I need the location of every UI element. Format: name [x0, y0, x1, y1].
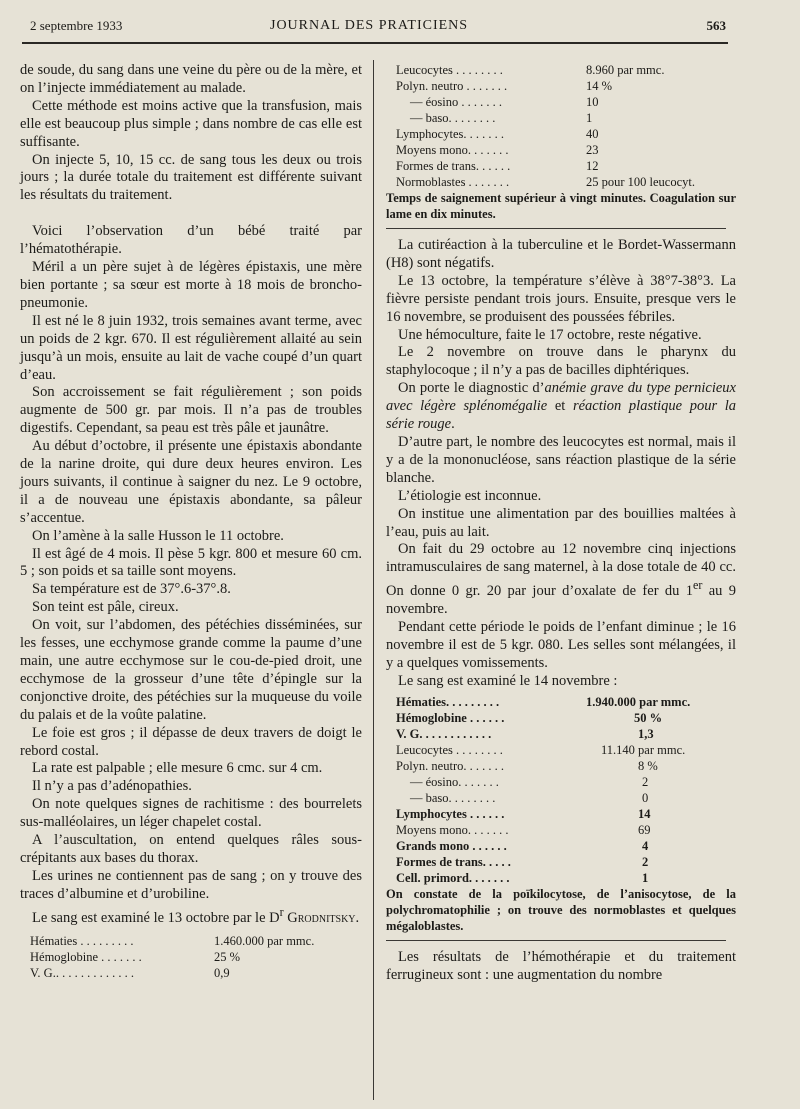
paragraph: Méril a un père sujet à de légères épistaxis, une mère bien portante ; sa sœur est morte à 18 mois de broncho-pneumonie. — [20, 259, 362, 311]
lab-row: — baso. . . . . . . . 1 — [410, 111, 593, 125]
paragraph: Le 2 novembre on trouve dans le pharynx du staphylocoque ; il n’y a pas de bacilles diphtériques. — [386, 344, 736, 379]
lab-note: On constate de la poïkilocytose, de l’anisocytose, de la polychromatophilie ; on trouve des normoblastes et quelques mégaloblastes. — [386, 887, 736, 934]
page-header — [30, 16, 726, 38]
paragraph: On institue une alimentation par des bouillies maltées à l’eau, puis au lait. — [386, 505, 736, 540]
lab-row: Leucocytes . . . . . . . . 11.140 par mmc. — [396, 743, 686, 758]
lab-row: Hématies . . . . . . . . . 1.460.000 par mmc. — [30, 934, 315, 949]
paragraph: Sa température est de 37°.6-37°.8. — [32, 581, 231, 598]
right-column — [386, 62, 736, 985]
paragraph: D’autre part, le nombre des leucocytes est normal, mais il y a de la mononucléose, sans réaction plastique de la série blanche. — [386, 433, 736, 486]
paragraph: Le sang est examiné le 13 octobre par le $D^r$ Grodnitsky. — [32, 904, 360, 926]
column-divider — [373, 60, 374, 1100]
paragraph: Au début d’octobre, il présente une épistaxis abondante de la narine droite, qui dure deux heures environ. Les jours suivants, il continue à saigner du nez. Le 9 octobre, il a de nouveau une épistaxis abondante, sa pâleur s’accentue. — [20, 438, 362, 526]
paragraph: A l’auscultation, on entend quelques râles sous-crépitants aux bases du thorax. — [20, 832, 362, 866]
section-rule — [386, 940, 726, 941]
paragraph: La rate est palpable ; elle mesure 6 cmc. sur 4 cm. — [32, 760, 323, 777]
lab-row: Hémoglobine . . . . . . . 25 % — [30, 950, 241, 965]
paragraph: Pendant cette période le poids de l’enfant diminue ; le 16 novembre il est de 5 kgr. 080. Les selles sont mélangées, il y a quelques vomissements. — [386, 618, 736, 671]
paragraph: On note quelques signes de rachitisme : des bourrelets sus-malléolaires, un léger chapelet costal. — [20, 796, 362, 831]
paragraph: La cutiréaction à la tuberculine et le Bordet-Wassermann (H8) sont négatifs. — [386, 237, 736, 271]
lab-row: — baso. . . . . . . . 0 — [410, 791, 649, 806]
page-number: 563 — [706, 18, 726, 33]
lab-row: Hémoglobine . . . . . . 50 % — [396, 711, 663, 726]
paragraph: Cette méthode est moins active que la transfusion, mais elle est beaucoup plus simple ; dans nombre de cas elle est suffisante. — [20, 97, 362, 150]
paragraph: Les urines ne contiennent pas de sang ; on y trouve des traces d’albumine et d’urobiline. — [20, 867, 362, 902]
header-rule — [22, 42, 728, 44]
lab-row: Polyn. neutro . . . . . . . 14 % — [396, 79, 613, 93]
lab-row: — éosino . . . . . . . 10 — [410, 95, 599, 109]
paragraph: Le sang est examiné le 14 novembre : — [398, 672, 618, 689]
paragraph: Les résultats de l’hémothérapie et du traitement ferrugineux sont : une augmentation du nombre — [386, 949, 736, 984]
paragraph: Il n’y a pas d’adénopathies. — [32, 778, 192, 795]
paragraph: Le foie est gros ; il dépasse de deux travers de doigt le rebord costal. — [20, 724, 362, 759]
left-column — [20, 62, 362, 981]
paragraph: Voici l’observation d’un bébé traité par l’hématothérapie. — [20, 223, 362, 258]
lab-row: V. G.. . . . . . . . . . . . . 0,9 — [30, 966, 230, 981]
lab-row: V. G. . . . . . . . . . . . 1,3 — [396, 727, 654, 742]
lab-row: Hématies. . . . . . . . . 1.940.000 par mmc. — [396, 695, 691, 710]
paragraph: On injecte 5, 10, 15 cc. de sang tous les deux ou trois jours ; la durée totale du traitement est différente suivant les résultats du traitement. — [20, 151, 362, 204]
lab-row: Normoblastes . . . . . . . 25 pour 100 leucocyt. — [396, 175, 696, 189]
paragraph: Son accroissement se fait régulièrement ; son poids augmente de 500 gr. par mois. Il n’a pas de troubles digestifs. Cependant, sa peau est très pâle et jaunâtre. — [20, 384, 362, 437]
issue-date: 2 septembre 1933 — [30, 18, 123, 33]
lab-row: Polyn. neutro. . . . . . . 8 % — [396, 759, 658, 774]
lab-row: Grands mono . . . . . . 4 — [396, 839, 649, 854]
lab-row: Formes de trans. . . . . 2 — [396, 855, 649, 870]
lab-row: — éosino. . . . . . . 2 — [410, 775, 649, 790]
lab-row: Moyens mono. . . . . . . 69 — [396, 823, 651, 838]
paragraph: Son teint est pâle, cireux. — [32, 599, 179, 616]
lab-row: Formes de trans. . . . . . 12 — [396, 159, 599, 173]
lab-row: Moyens mono. . . . . . . 23 — [396, 143, 599, 157]
paragraph: On voit, sur l’abdomen, des pétéchies disséminées, sur les fesses, une ecchymose grande comme la paume d’une main, une autre ecchymose sur le cou-de-pied droit, une ecchymose de la grosseur d’une tête d’épingle sur la conjonctive droite, des pétéchies sur la muqueuse du voile du palais et de la voûte palatine. — [20, 617, 362, 723]
lab-row: Cell. primord. . . . . . . 1 — [396, 871, 649, 886]
paragraph: On l’amène à la salle Husson le 11 octobre. — [32, 527, 284, 544]
paragraph: de soude, du sang dans une veine du père ou de la mère, et on l’injecte immédiatement au malade. — [20, 62, 362, 96]
paragraph: Il est né le 8 juin 1932, trois semaines avant terme, avec un poids de 2 kgr. 670. Il est régulièrement allaité au sein jusqu’à un mois, ensuite au lait de vache coupé d’un quart d’eau. — [20, 312, 362, 383]
section-rule — [386, 228, 726, 229]
paragraph: On fait du 29 octobre au 12 novembre cinq injections intramusculaires de sang maternel, à la dose totale de 40 cc. On donne 0 gr. 20 par jour d’oxalate de fer du 1er au 9 novembre. — [386, 541, 737, 617]
paragraph: L’étiologie est inconnue. — [398, 487, 542, 504]
lab-row: Lymphocytes . . . . . . 14 — [396, 807, 651, 822]
paragraph: On porte le diagnostic d’anémie grave du type pernicieux avec légère splénomégalie et réaction plastique pour la série rouge. — [386, 380, 736, 433]
paragraph: Il est âgé de 4 mois. Il pèse 5 kgr. 800 et mesure 60 cm. 5 ; son poids et sa taille sont moyens. — [20, 545, 362, 580]
lab-row: Leucocytes . . . . . . . . 8.960 par mmc. — [396, 63, 665, 77]
paragraph: Une hémoculture, faite le 17 octobre, reste négative. — [398, 326, 702, 343]
paragraph: Le 13 octobre, la température s’élève à 38°7-38°3. La fièvre persiste pendant trois jours. Ensuite, presque vers le 16 novembre, se produisent des poussées fébriles. — [386, 272, 736, 325]
lab-note: Temps de saignement supérieur à vingt minutes. Coagulation sur lame en dix minutes. — [386, 191, 736, 221]
journal-title: JOURNAL DES PRATICIENS — [270, 18, 469, 33]
lab-row: Lymphocytes. . . . . . . 40 — [396, 127, 599, 141]
